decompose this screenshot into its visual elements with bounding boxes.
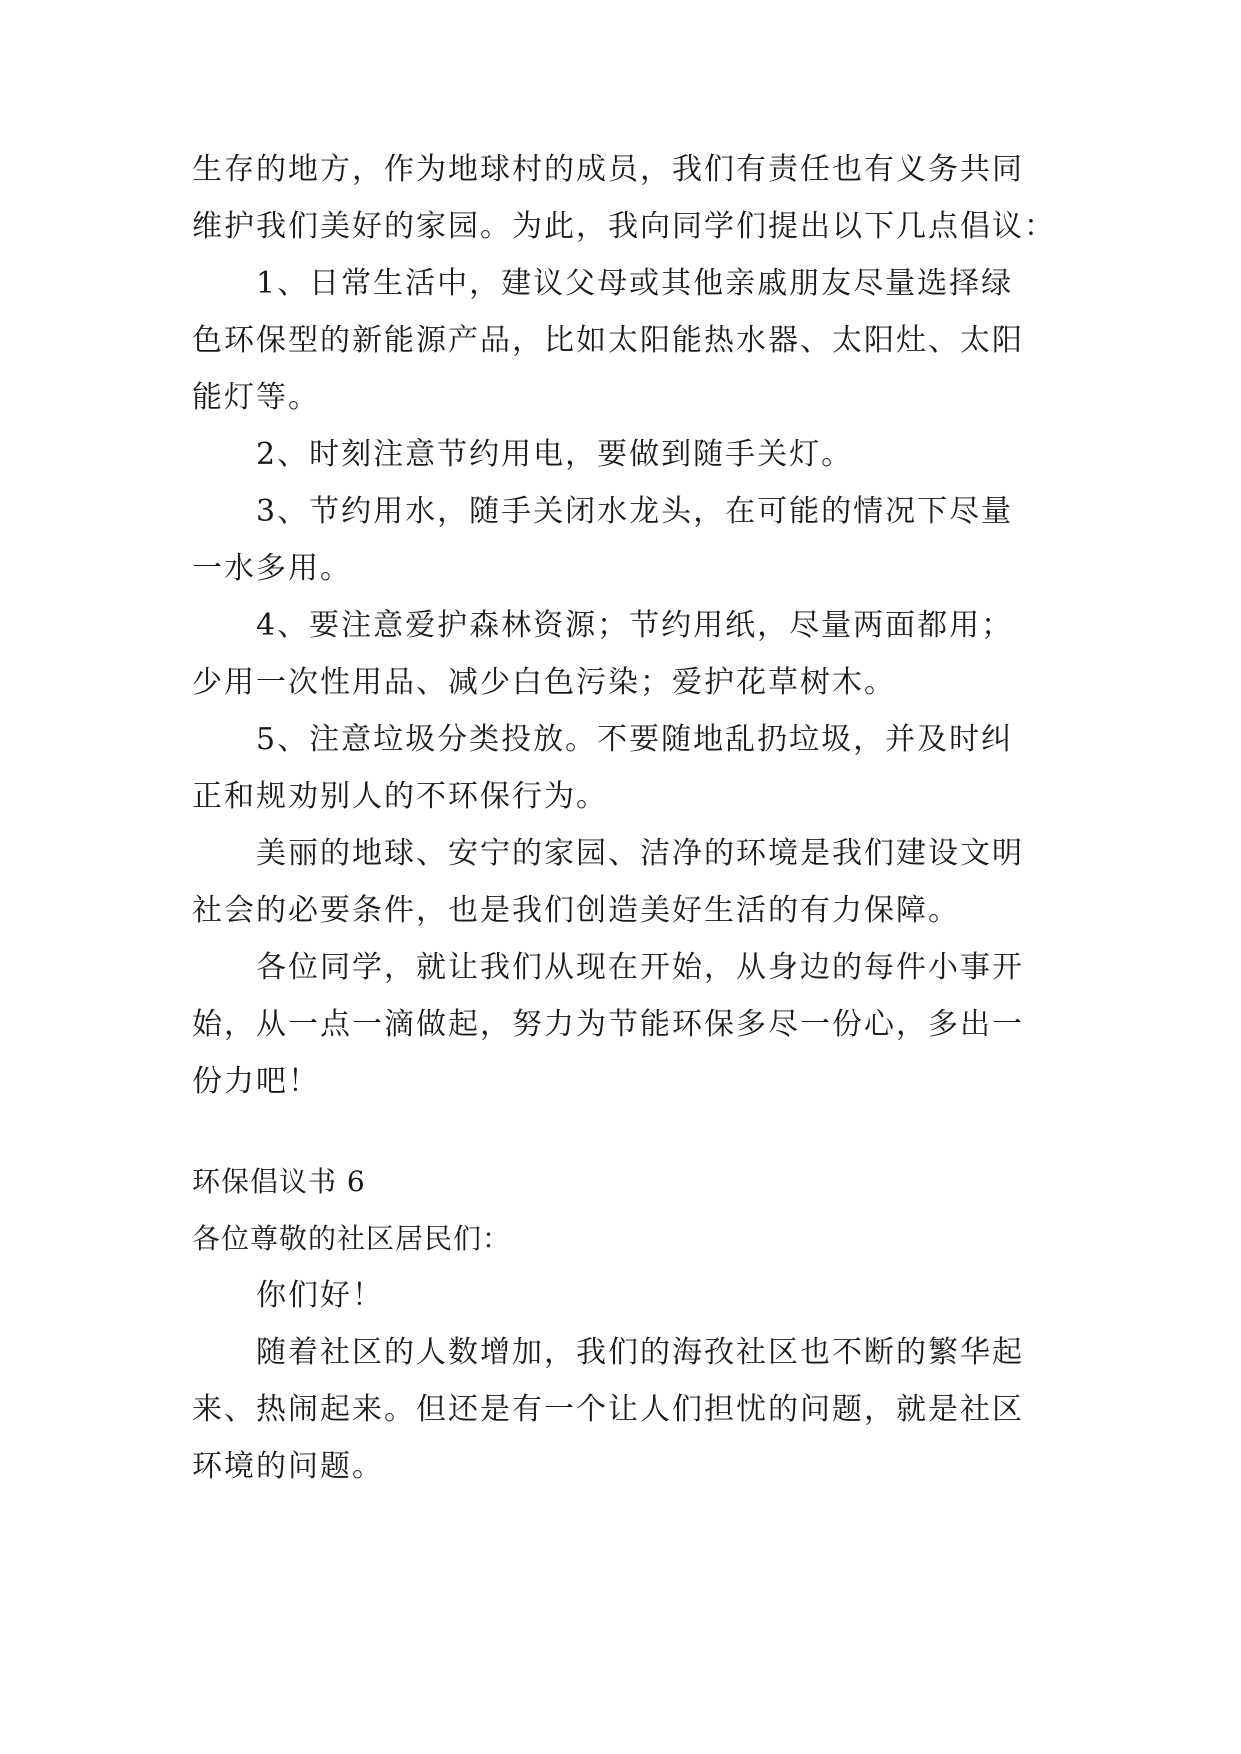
greeting: 你们好！ (256, 1278, 384, 1313)
item-1-line: 1、日常生活中，建议父母或其他亲戚朋友尽量选择绿 (256, 266, 1014, 301)
salutation: 各位尊敬的社区居民们： (192, 1222, 512, 1255)
paragraph-line: 维护我们美好的家园。为此，我向同学们提出以下几点倡议： (192, 209, 1056, 244)
body-paragraph-line: 随着社区的人数增加，我们的海孜社区也不断的繁华起 (256, 1335, 1024, 1370)
paragraph-line: 生存的地方，作为地球村的成员，我们有责任也有义务共同 (192, 152, 1024, 187)
item-2-line: 2、时刻注意节约用电，要做到随手关灯。 (256, 437, 854, 472)
closing-paragraph-line: 份力吧！ (192, 1064, 320, 1099)
closing-paragraph-line: 美丽的地球、安宁的家园、洁净的环境是我们建设文明 (256, 836, 1024, 871)
item-5-line: 正和规劝别人的不环保行为。 (192, 779, 608, 814)
section-title: 环保倡议书 6 (192, 1165, 366, 1198)
item-3-line: 一水多用。 (192, 551, 352, 586)
item-1-line: 色环保型的新能源产品，比如太阳能热水器、太阳灶、太阳 (192, 323, 1024, 358)
item-3-line: 3、节约用水，随手关闭水龙头，在可能的情况下尽量 (256, 494, 1014, 529)
closing-paragraph-line: 社会的必要条件，也是我们创造美好生活的有力保障。 (192, 893, 960, 928)
closing-paragraph-line: 始，从一点一滴做起，努力为节能环保多尽一份心，多出一 (192, 1007, 1024, 1042)
item-1-line: 能灯等。 (192, 380, 320, 415)
item-4-line: 少用一次性用品、减少白色污染；爱护花草树木。 (192, 665, 896, 700)
closing-paragraph-line: 各位同学，就让我们从现在开始，从身边的每件小事开 (256, 950, 1024, 985)
item-5-line: 5、注意垃圾分类投放。不要随地乱扔垃圾，并及时纠 (256, 722, 1014, 757)
body-paragraph-line: 来、热闹起来。但还是有一个让人们担忧的问题，就是社区 (192, 1392, 1024, 1427)
item-4-line: 4、要注意爱护森林资源；节约用纸，尽量两面都用； (256, 608, 1014, 643)
body-paragraph-line: 环境的问题。 (192, 1449, 384, 1484)
